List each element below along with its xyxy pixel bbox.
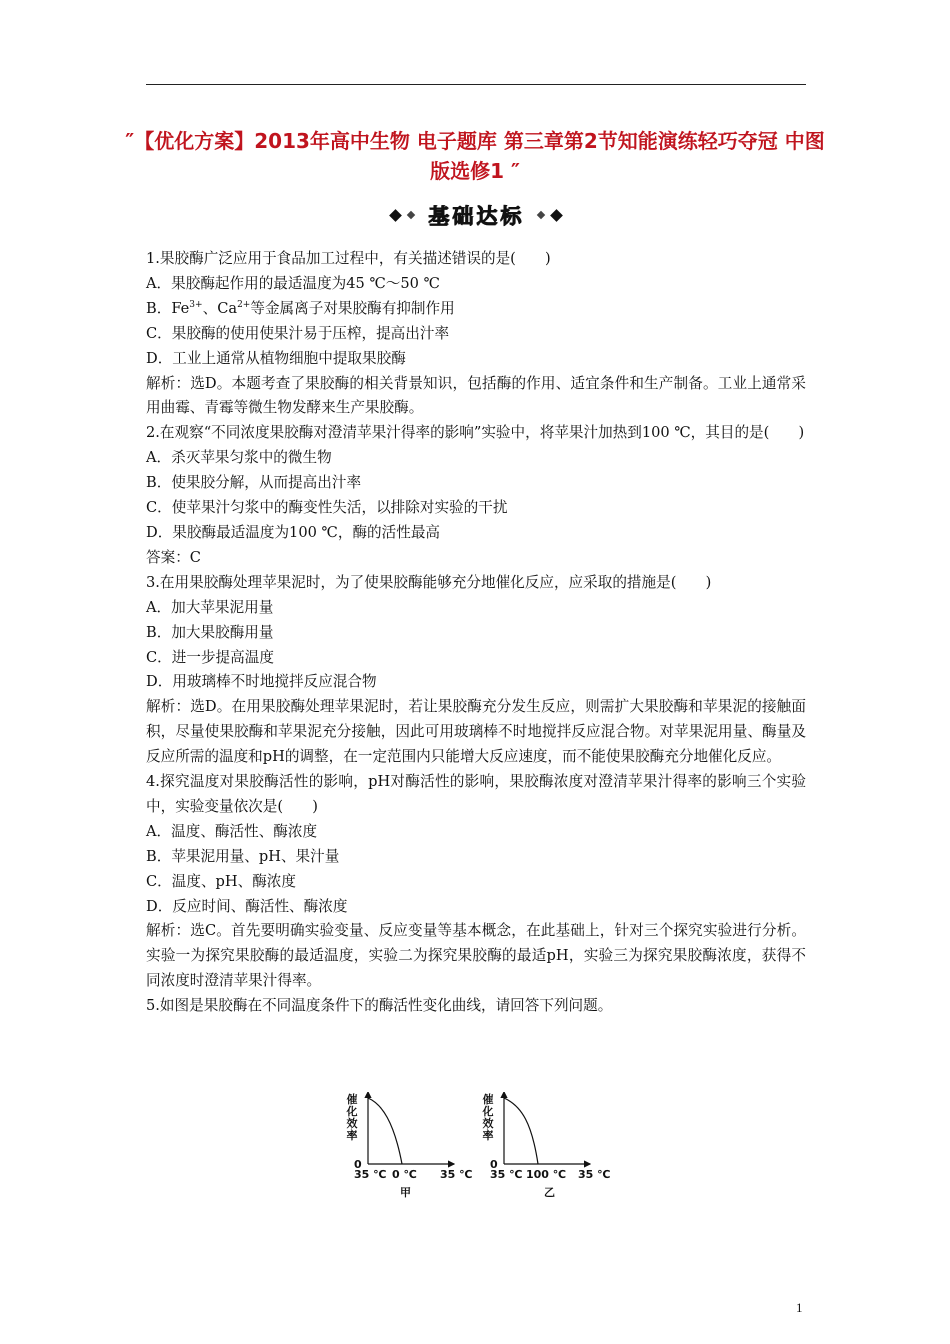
diamond-icon (550, 209, 563, 222)
section-header (356, 200, 596, 230)
chart-a-x-start: 35 ℃ (354, 1168, 387, 1181)
question-option: D．工业上通常从植物细胞中提取果胶酶 (146, 349, 406, 367)
diamond-icon (407, 211, 415, 219)
chart-a-origin: 0 (354, 1158, 362, 1171)
question-stem: 5.如图是果胶酶在不同温度条件下的酶活性变化曲线，请回答下列问题。 (146, 997, 613, 1015)
question-option: C．果胶酶的使用使果汁易于压榨，提高出汁率 (146, 324, 450, 342)
option-text: 等金属离子对果胶酶有抑制作用 (250, 299, 455, 317)
question-option: A．杀灭苹果匀浆中的微生物 (146, 449, 332, 467)
diamond-icon (389, 209, 402, 222)
chart-a-x-end: 35 ℃ (440, 1168, 473, 1181)
chart-b-name: 乙 (544, 1186, 555, 1199)
question-option: B．苹果泥用量、pH、果汁量 (146, 847, 340, 865)
question-stem: 2.在观察“不同浓度果胶酶对澄清苹果汁得率的影响”实验中，将苹果汁加热到100 ℃，其目的是( ) (146, 424, 805, 442)
question-option: C．使苹果汁匀浆中的酶变性失活，以排除对实验的干扰 (146, 499, 508, 517)
ion-symbol: Fe (171, 299, 190, 317)
question-option: C．进一步提高温度 (146, 648, 274, 666)
question-stem: 4.探究温度对果胶酶活性的影响，pH对酶活性的影响，果胶酶浓度对澄清苹果汁得率的影响三个实验中，实验变量依次是( ) (146, 773, 806, 815)
question-option: D．果胶酶最适温度为100 ℃，酶的活性最高 (146, 523, 441, 541)
question-stem: 1.果胶酶广泛应用于食品加工过程中，有关描述错误的是( ) (146, 250, 551, 267)
question-list (146, 247, 806, 1019)
question-option: D．反应时间、酶活性、酶浓度 (146, 897, 348, 915)
diamond-icon (537, 211, 545, 219)
question-option: B．$Fe^{3+}$、$Ca^{2+}$等金属离子对果胶酶有抑制作用 (146, 299, 455, 317)
question-answer: 答案：C (146, 548, 201, 566)
chart-b-x-mid: 100 ℃ (526, 1168, 567, 1181)
option-prefix: B． (146, 299, 172, 317)
question-analysis: 解析：选D。在用果胶酶处理苹果泥时，若让果胶酶充分发生反应，则需扩大果胶酶和苹果泥的接触面积，尽量使果胶酶和苹果泥充分接触，因此可用玻璃棒不时地搅拌反应混合物。对苹果泥用量、酶量及反应所需的温度和pH的调整，在一定范围内只能增大反应速度，而不能使果胶酶充分地催化反应。 (146, 698, 806, 766)
chart-a-curve (368, 1098, 402, 1164)
chart-b-x-end: 35 ℃ (578, 1168, 611, 1181)
document-title: ″【优化方案】2013年高中生物 电子题库 第三章第2节知能演练轻巧夺冠 中图版选修1 ″ (125, 129, 825, 183)
question-option: B．使果胶分解，从而提高出汁率 (146, 474, 362, 492)
question-option: C．温度、pH、酶浓度 (146, 872, 296, 890)
question-analysis: 解析：选C。首先要明确实验变量、反应变量等基本概念，在此基础上，针对三个探究实验进行分析。实验一为探究果胶酶的最适温度，实验二为探究果胶酶的最适pH，实验三为探究果胶酶浓度，获得不同浓度时澄清苹果汁得率。 (146, 922, 806, 990)
enzyme-activity-figure (346, 1092, 626, 1202)
ion-symbol: Ca (217, 299, 238, 317)
section-label: 基础达标 (428, 204, 524, 228)
question-stem: 3.在用果胶酶处理苹果泥时，为了使果胶酶能够充分地催化反应，应采取的措施是( ) (146, 573, 712, 591)
chart-b-ylabel: 催化效率 (482, 1093, 494, 1142)
ion-charge: 3+ (189, 299, 203, 310)
question-option: A．果胶酶起作用的最适温度为45 ℃～50 ℃ (146, 274, 440, 292)
question-option: A．温度、酶活性、酶浓度 (146, 822, 318, 840)
chart-b-curve (504, 1098, 538, 1164)
chart-a-ylabel: 催化效率 (346, 1093, 358, 1142)
chart-b-x-start: 35 ℃ (490, 1168, 523, 1181)
question-analysis: 解析：选D。本题考查了果胶酶的相关背景知识，包括酶的作用、适宜条件和生产制备。工业上通常采用曲霉、青霉等微生物发酵来生产果胶酶。 (146, 374, 806, 417)
chart-b-origin: 0 (490, 1158, 498, 1171)
ion-charge: 2+ (237, 299, 251, 310)
question-option: A．加大苹果泥用量 (146, 598, 274, 616)
header-rule (146, 84, 806, 85)
question-option: D．用玻璃棒不时地搅拌反应混合物 (146, 673, 377, 691)
question-option: B．加大果胶酶用量 (146, 623, 274, 641)
chart-a-name: 甲 (400, 1186, 411, 1199)
chart-a-x-mid: 0 ℃ (392, 1168, 417, 1181)
page-number: 1 (796, 1300, 803, 1315)
